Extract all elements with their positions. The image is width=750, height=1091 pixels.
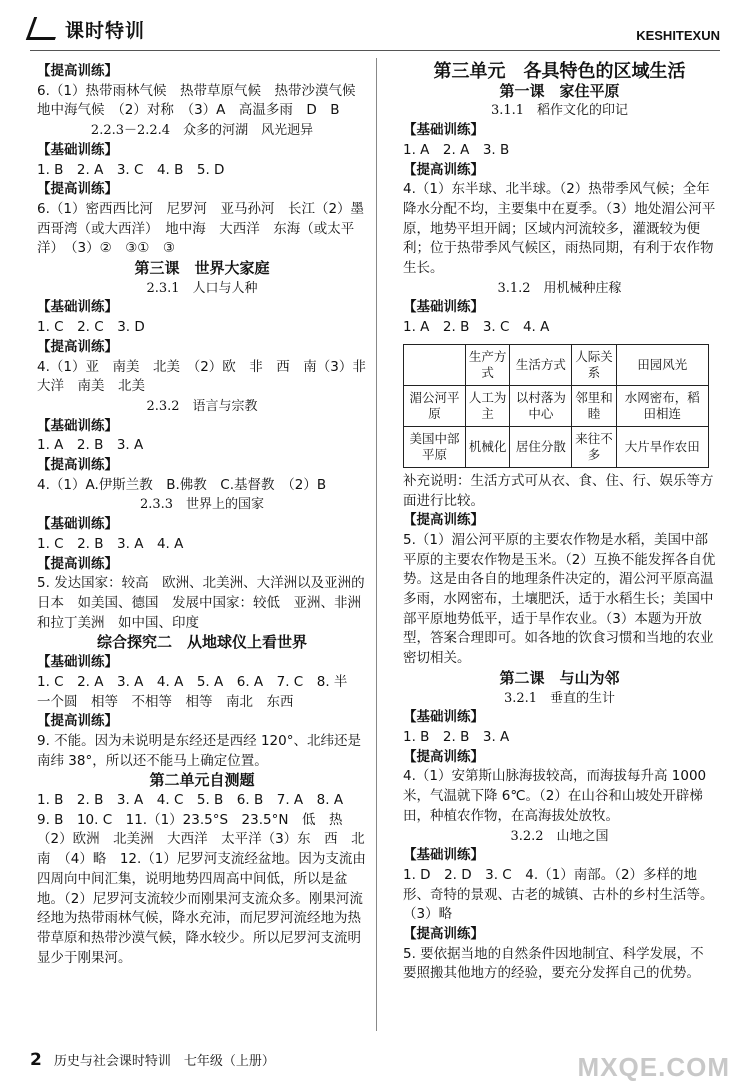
- section-label: 【基础训练】: [37, 516, 118, 533]
- header-code: KESHITEXUN: [636, 28, 720, 43]
- column-divider: [376, 58, 377, 1031]
- answer-text: 9. 不能。因为未说明是东经还是西经 120°、北纬还是南纬 38°，所以还不能马上确定位置。: [37, 732, 361, 769]
- lesson-title: 2.3.3 世界上的国家: [139, 497, 265, 513]
- answer-text: 1. C 2. B 3. A 4. A: [37, 535, 184, 552]
- lesson-heading: 第二课 与山为邻: [499, 668, 620, 687]
- answer-text: 4.（1）东半球、北半球。（2）热带季风气候；全年降水分配不均，主要集中在夏季。（3）地处湄公河平原，地势平坦开阔；区域内河流较多，灌溉较为便利；位于热带季风气候区，雨热同期，有利于农作物生长。: [403, 181, 716, 277]
- page-footer: [30, 1050, 275, 1070]
- answer-text: 5.（1）湄公河平原的主要农作物是水稻，美国中部平原的主要农作物是玉米。（2）互换不能发挥各自优势。这是由各自的地理条件决定的，湄公河平原高温多雨，水网密布，土壤肥沃，适于水稻生长；美国中部平原地势低平，适于旱作农业。（3）本题为开放型，答案合理即可。如各地的饮食习惯和当地的农业密切相关。: [403, 531, 716, 667]
- table-header-cell: 生活方式: [510, 344, 572, 385]
- section-label: 【提高训练】: [37, 63, 118, 79]
- right-column-bottom: [403, 472, 716, 984]
- logo-mark-icon: [26, 17, 63, 40]
- book-logo: [30, 16, 145, 43]
- section-label: 【基础训练】: [37, 417, 118, 434]
- right-column: [403, 62, 716, 984]
- table-row: [404, 426, 709, 467]
- answer-text: 1. B 2. B 3. A 4. C 5. B 6. B 7. A 8. A 9. B 10. C 11.（1）23.5°S 23.5°N 低 热 （2）欧洲 北美洲 大西洋 太平洋（3）东 西 北 南 （4）略 12.（1）尼罗河支流经盆地。因为支流由四周向中间汇集，说明地势四周高中间低，所以是盆地。（2）尼罗河支流较少而刚果河支流众多。刚果河流经地为热带雨林气候，降水充沛，而尼罗河流经地为热带草原和热带沙漠气候，降水较少。所以尼罗河支流明显少于刚果河。: [37, 792, 379, 966]
- table-header-cell: [404, 344, 466, 385]
- answer-text: 4.（1）亚 南美 北美 （2）欧 非 西 南（3）非 大洋 南美 北美: [37, 358, 380, 395]
- section-label: 【基础训练】: [37, 299, 118, 316]
- lesson-title: 3.1.2 用机械种庄稼: [497, 280, 622, 296]
- book-title: 历史与社会课时特训 七年级（上册）: [53, 1054, 275, 1069]
- logo-text: 课时特训: [65, 20, 146, 42]
- lesson-title: 3.2.2 山地之国: [510, 828, 609, 844]
- section-label: 【提高训练】: [403, 161, 484, 178]
- page-header: [0, 0, 750, 52]
- lesson-heading: 第三课 世界大家庭: [134, 259, 270, 278]
- section-label: 【提高训练】: [37, 713, 118, 730]
- table-cell: 人工为主: [466, 385, 510, 426]
- section-label: 【提高训练】: [37, 457, 118, 474]
- table-header-cell: 田园风光: [616, 344, 708, 385]
- lesson-title: 3.1.1 稻作文化的印记: [490, 103, 629, 119]
- table-cell: 以村落为中心: [510, 385, 572, 426]
- right-column-top: [403, 62, 716, 338]
- section-label: 【基础训练】: [403, 299, 484, 316]
- table-cell: 机械化: [466, 426, 510, 467]
- lesson-heading: 第二单元自测题: [149, 771, 255, 790]
- section-label: 【提高训练】: [37, 181, 118, 198]
- answer-text: 1. A 2. B 3. C 4. A: [403, 319, 550, 336]
- answer-text: 1. B 2. B 3. A: [403, 728, 510, 745]
- section-label: 【基础训练】: [37, 654, 118, 671]
- header-rule: [30, 50, 720, 51]
- section-label: 【基础训练】: [37, 141, 118, 158]
- answer-text: 1. A 2. B 3. A: [37, 437, 144, 454]
- table-cell: 大片旱作农田: [616, 426, 708, 467]
- table-cell: 来往不多: [572, 426, 616, 467]
- answer-text: 6.（1）密西西比河 尼罗河 亚马孙河 长江（2）墨西哥湾（或大西洋） 地中海 大西洋 东海（或太平洋） （3）② ③① ③: [37, 200, 365, 257]
- table-cell: 居住分散: [510, 426, 572, 467]
- table-header-cell: 生产方式: [466, 344, 510, 385]
- table-cell: 美国中部平原: [404, 426, 466, 467]
- answer-text: 4.（1）安第斯山脉海拔较高，而海拔每升高 1000 米，气温就下降 6℃。（2）在山谷和山坡处开辟梯田，种植农作物，在高海拔处放牧。: [403, 768, 707, 824]
- section-label: 【提高训练】: [403, 512, 484, 529]
- section-label: 【提高训练】: [403, 748, 484, 765]
- lesson-title: 2.3.1 人口与人种: [146, 280, 258, 296]
- lesson-title: 3.2.1 垂直的生计: [503, 690, 616, 706]
- lesson-title: 2.3.2 语言与宗教: [146, 398, 258, 414]
- left-column: [37, 62, 380, 968]
- answer-text: 1. B 2. A 3. C 4. B 5. D: [37, 161, 225, 178]
- answer-text: 6.（1）热带雨林气候 热带草原气候 热带沙漠气候 地中海气候 （2）对称 （3）A 高温多雨 D B: [37, 82, 369, 119]
- answer-text: 1. D 2. D 3. C 4.（1）南部。（2）多样的地形、奇特的景观、古老的城镇、古朴的乡村生活等。（3）略: [403, 866, 714, 923]
- page-number: 2: [30, 1050, 42, 1070]
- section-label: 【提高训练】: [403, 926, 484, 943]
- answer-text: 1. C 2. A 3. A 4. A 5. A 6. A 7. C 8. 半 一个圆 相等 不相等 相等 南北 东西: [37, 673, 361, 710]
- answer-text: 补充说明：生活方式可从衣、食、住、行、娱乐等方面进行比较。: [403, 472, 714, 509]
- section-label: 【基础训练】: [403, 847, 484, 864]
- table-cell: 湄公河平原: [404, 385, 466, 426]
- table-cell: 邻里和睦: [572, 385, 616, 426]
- section-label: 【基础训练】: [403, 709, 484, 726]
- table-row: [404, 385, 709, 426]
- lesson-heading: 综合探究二 从地球仪上看世界: [96, 633, 307, 652]
- comparison-table: [403, 344, 709, 468]
- lesson-heading: 第一课 家住平原: [499, 81, 620, 100]
- answer-text: 1. C 2. C 3. D: [37, 319, 145, 336]
- section-label: 【提高训练】: [37, 555, 118, 572]
- table-cell: 水网密布，稻田相连: [616, 385, 708, 426]
- answer-text: 4.（1）A.伊斯兰教 B.佛教 C.基督教 （2）B: [37, 476, 327, 493]
- answer-text: 1. A 2. A 3. B: [403, 141, 510, 158]
- section-label: 【基础训练】: [403, 122, 484, 139]
- unit-title: 第三单元 各具特色的区域生活: [433, 61, 686, 82]
- section-label: 【提高训练】: [37, 338, 118, 355]
- answer-text: 5. 发达国家：较高 欧洲、北美洲、大洋洲以及亚洲的日本 如美国、德国 发展中国家：较低 亚洲、非洲和拉丁美洲 如中国、印度: [37, 575, 365, 631]
- answer-text: 5. 要依据当地的自然条件因地制宜、科学发展，不要照搬其他地方的经验，要充分发挥自己的优势。: [403, 945, 704, 982]
- lesson-title: 2.2.3－2.2.4 众多的河湖 风光迥异: [90, 123, 314, 139]
- watermark: MXQE.COM: [577, 1052, 730, 1082]
- table-header-cell: 人际关系: [572, 344, 616, 385]
